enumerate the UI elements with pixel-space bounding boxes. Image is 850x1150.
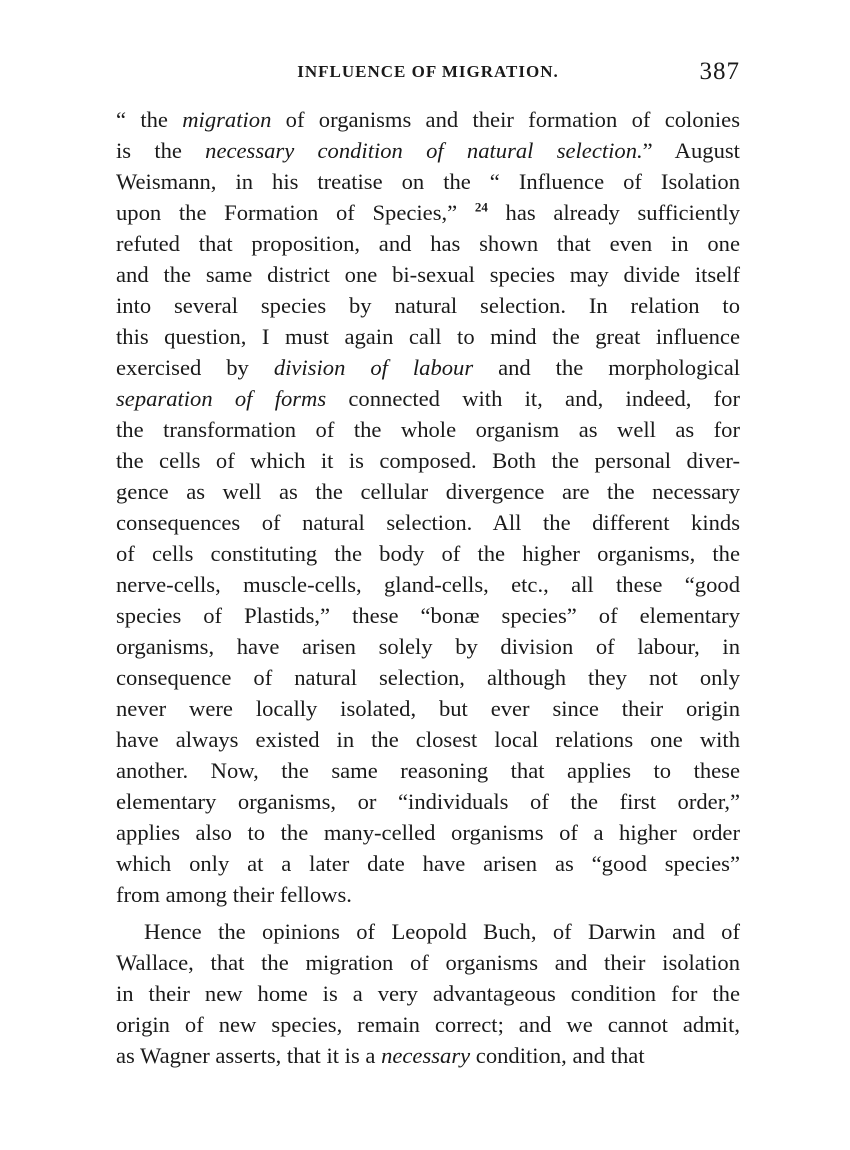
text-line: [116, 1009, 740, 1040]
text-line: [116, 947, 740, 978]
text-run: “ the: [116, 107, 183, 132]
text-run: another. Now, the same reasoning that applies to these: [116, 758, 740, 783]
running-head: [116, 58, 740, 92]
page-number: 387: [699, 58, 740, 85]
running-title: INFLUENCE OF MIGRATION.: [297, 62, 559, 81]
text-run: Wallace, that the migration of organisms and their isolation: [116, 950, 740, 975]
text-line: [116, 879, 740, 910]
text-line: [116, 631, 740, 662]
text-run: Weismann, in his treatise on the “ Influence of Isolation: [116, 169, 740, 194]
text-line: [116, 848, 740, 879]
text-run: organisms, have arisen solely by division of labour, in: [116, 634, 740, 659]
text-run: which only at a later date have arisen as “good species”: [116, 851, 740, 876]
text-line: [116, 259, 740, 290]
text-run: Hence the opinions of Leopold Buch, of Darwin and of: [144, 919, 740, 944]
text-run: exercised by: [116, 355, 274, 380]
italic-run: separation of forms: [116, 386, 327, 411]
text-run: is the: [116, 138, 206, 163]
text-line: [116, 197, 740, 228]
text-line: [116, 352, 740, 383]
footnote-reference: 24: [474, 199, 488, 215]
text-line: [116, 662, 740, 693]
text-line: [116, 383, 740, 414]
text-line: [116, 693, 740, 724]
italic-run: division of labour: [273, 355, 474, 380]
text-run: in their new home is a very advantageous condition for the: [116, 981, 740, 1006]
text-line: [116, 817, 740, 848]
text-line: [116, 476, 740, 507]
text-run: the transformation of the whole organism as well as for: [116, 417, 740, 442]
text-line: [116, 414, 740, 445]
text-line: [116, 1040, 740, 1071]
text-run: consequence of natural selection, although they not only: [116, 665, 740, 690]
body-text: [116, 104, 740, 1071]
text-run: as Wagner asserts, that it is a: [116, 1043, 382, 1068]
text-line: [116, 538, 740, 569]
text-line: [116, 600, 740, 631]
text-line: [116, 290, 740, 321]
text-run: elementary organisms, or “individuals of the first order,”: [116, 789, 740, 814]
text-line: [116, 104, 740, 135]
text-line: [116, 755, 740, 786]
text-run: and the morphological: [473, 355, 740, 380]
text-run: into several species by natural selection. In relation to: [116, 293, 740, 318]
text-line: [116, 166, 740, 197]
text-run: of organisms and their formation of colonies: [271, 107, 740, 132]
text-run: nerve-cells, muscle-cells, gland-cells, etc., all these “good: [116, 572, 740, 597]
text-run: has already sufficiently: [487, 200, 740, 225]
text-line: [116, 724, 740, 755]
text-run: of cells constituting the body of the higher organisms, the: [116, 541, 740, 566]
text-run: have always existed in the closest local relations one with: [116, 727, 740, 752]
text-run: never were locally isolated, but ever since their origin: [116, 696, 740, 721]
paragraph-2: [116, 916, 740, 1071]
text-run: upon the Formation of Species,”: [116, 200, 475, 225]
text-line: [116, 507, 740, 538]
text-run: refuted that proposition, and has shown that even in one: [116, 231, 740, 256]
text-run: ” August: [642, 138, 740, 163]
text-line: [116, 916, 740, 947]
text-line: [116, 445, 740, 476]
text-line: [116, 228, 740, 259]
text-line: [116, 321, 740, 352]
text-run: connected with it, and, indeed, for: [326, 386, 741, 411]
text-run: applies also to the many-celled organisms of a higher order: [116, 820, 740, 845]
italic-run: migration: [182, 107, 272, 132]
text-line: [116, 569, 740, 600]
text-run: origin of new species, remain correct; and we cannot admit,: [116, 1012, 740, 1037]
text-run: from among their fellows.: [116, 882, 352, 907]
text-run: gence as well as the cellular divergence are the necessary: [116, 479, 740, 504]
italic-run: necessary: [381, 1043, 471, 1068]
text-line: [116, 978, 740, 1009]
text-run: and the same district one bi-sexual species may divide itself: [116, 262, 740, 287]
text-run: consequences of natural selection. All the different kinds: [116, 510, 740, 535]
text-run: the cells of which it is composed. Both the personal diver-: [116, 448, 740, 473]
text-line: [116, 135, 740, 166]
text-run: this question, I must again call to mind the great influence: [116, 324, 740, 349]
paragraph-1: [116, 104, 740, 910]
text-line: [116, 786, 740, 817]
text-run: species of Plastids,” these “bonæ species” of elementary: [116, 603, 740, 628]
italic-run: necessary condition of natural selection.: [205, 138, 643, 163]
text-run: condition, and that: [470, 1043, 645, 1068]
